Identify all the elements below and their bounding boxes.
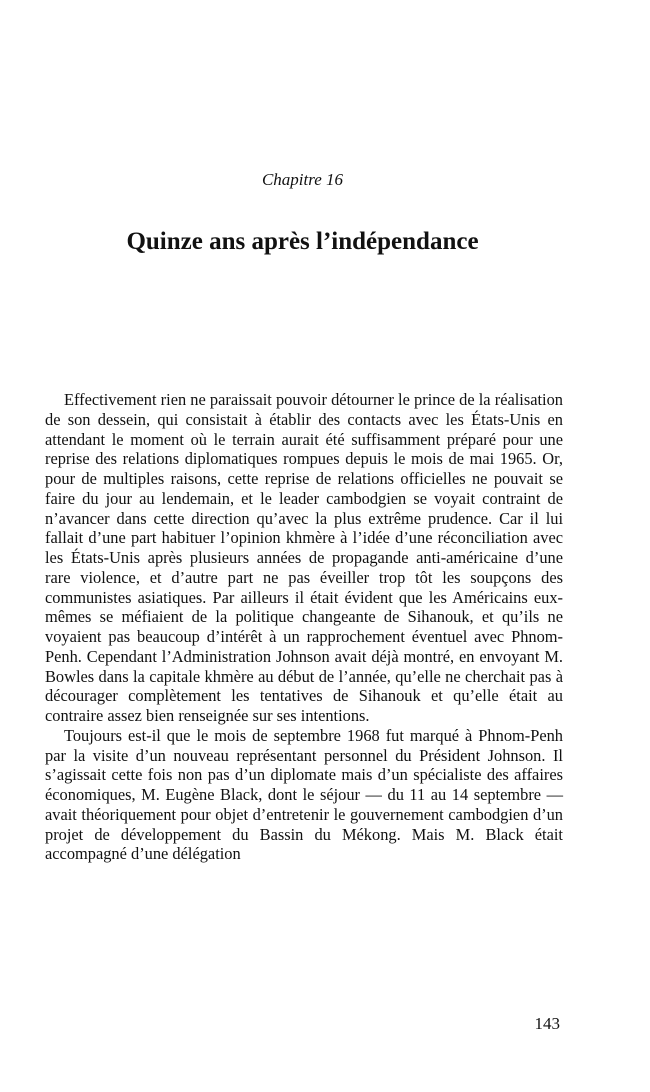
body-text	[45, 390, 563, 864]
paragraph-1: Effectivement rien ne paraissait pouvoir détourner le prince de la réalisation de son dessein, qui consistait à établir des contacts avec les États-Unis en attendant le moment où le terrain aurait été suffisamment préparé pour une reprise des relations diplomatiques rompues depuis le mois de mai 1965. Or, pour de multiples raisons, cette reprise de relations officielles ne pouvait se faire du jour au lendemain, et le leader cambodgien se voyait contraint de n’avancer dans cette direction qu’avec la plus extrême prudence. Car il lui fallait d’une part habituer l’opinion khmère à l’idée d’une réconciliation avec les États-Unis après plusieurs années de propagande anti-américaine d’une rare violence, et d’autre part ne pas éveiller trop tôt les soupçons des communistes asiatiques. Par ailleurs il était évident que les Américains eux-mêmes se méfiaient de la politique changeante de Sihanouk, et qu’ils ne voyaient pas beaucoup d’intérêt à un rapprochement éventuel avec Phnom-Penh. Cependant l’Administration Johnson avait déjà montré, en envoyant M. Bowles dans la capitale khmère au début de l’année, qu’elle ne cherchait pas à décourager complètement les tentatives de Sihanouk et qu’elle était au contraire assez bien renseignée sur ses intentions.	[45, 390, 563, 725]
paragraph-2: Toujours est-il que le mois de septembre 1968 fut marqué à Phnom-Penh par la visite d’un nouveau représentant personnel du Président Johnson. Il s’agissait cette fois non pas d’un diplomate mais d’un spécialiste des affaires économiques, M. Eugène Black, dont le séjour — du 11 au 14 septembre — avait théoriquement pour objet d’entretenir le gouvernement cambodgien d’un projet de développement du Bassin du Mékong. Mais M. Black était accompagné d’une délégation	[45, 725, 563, 864]
chapter-title: Quinze ans après l’indépendance	[126, 228, 479, 255]
page-number: 143	[534, 1014, 560, 1033]
chapter-label: Chapitre 16	[261, 170, 344, 189]
